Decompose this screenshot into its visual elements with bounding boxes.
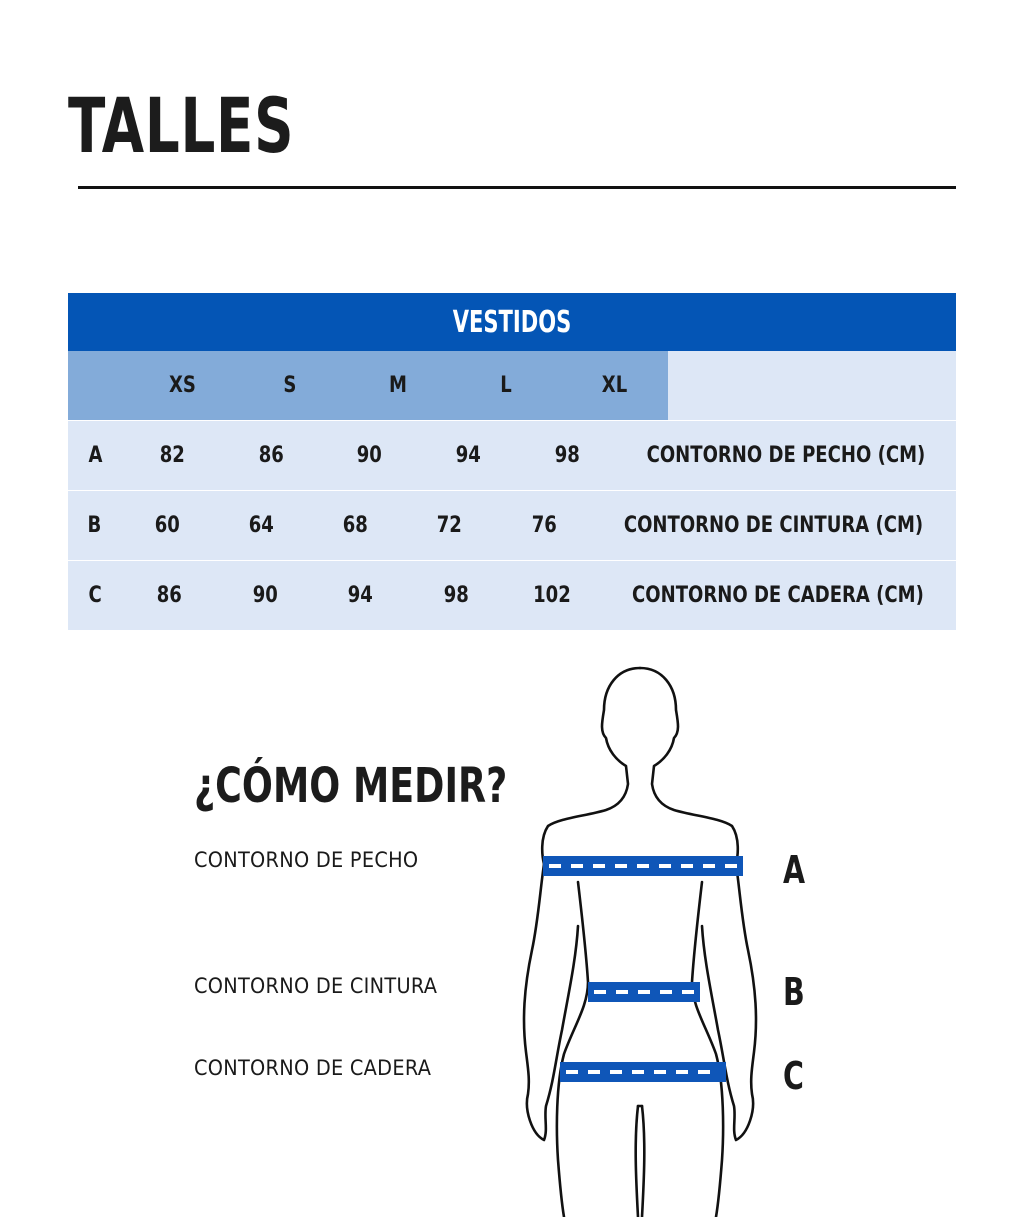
- measure-label-waist: CONTORNO DE CINTURA: [194, 974, 438, 998]
- size-header-m: M: [389, 373, 407, 398]
- row-value: 94: [455, 443, 481, 468]
- measure-letter-b: B: [783, 970, 805, 1014]
- row-value: 68: [343, 513, 369, 538]
- tape-hip: [560, 1062, 726, 1082]
- tape-waist: [588, 982, 700, 1002]
- body-silhouette-icon: [510, 660, 790, 1217]
- size-header-band: [68, 351, 668, 420]
- row-value: 72: [437, 513, 463, 538]
- row-value: 64: [248, 513, 275, 538]
- row-label: CONTORNO DE PECHO (CM): [646, 443, 926, 468]
- table-row: [68, 420, 956, 490]
- row-code: C: [87, 583, 102, 608]
- table-caption: VESTIDOS: [68, 293, 956, 351]
- row-value: 98: [443, 583, 470, 608]
- size-table: [68, 293, 956, 630]
- row-value: 102: [533, 583, 572, 608]
- row-value: 76: [531, 513, 557, 538]
- measure-label-chest: CONTORNO DE PECHO: [194, 848, 419, 872]
- row-value: 86: [156, 583, 182, 608]
- size-header-desc-blank: [668, 351, 956, 420]
- size-header-xl: XL: [601, 373, 627, 398]
- size-header-xs: XS: [168, 373, 196, 398]
- title-divider: [78, 186, 956, 189]
- size-header-row: [68, 351, 956, 420]
- measure-label-hip: CONTORNO DE CADERA: [194, 1056, 432, 1080]
- tape-chest: [543, 856, 743, 876]
- row-code: B: [87, 513, 102, 538]
- row-value: 90: [356, 443, 383, 468]
- row-value: 86: [258, 443, 284, 468]
- size-header-l: L: [500, 373, 512, 398]
- page-title: TALLES: [68, 81, 295, 170]
- row-value: 82: [159, 443, 185, 468]
- size-header-blank: [68, 351, 128, 420]
- table-row: [68, 490, 956, 560]
- table-row: [68, 560, 956, 630]
- row-code: A: [88, 443, 103, 468]
- measure-letter-a: A: [783, 848, 806, 892]
- row-label: CONTORNO DE CADERA (CM): [632, 583, 924, 608]
- size-header-s: S: [283, 373, 297, 398]
- row-value: 94: [348, 583, 374, 608]
- row-value: 60: [154, 513, 180, 538]
- measure-letter-c: C: [783, 1054, 804, 1098]
- how-to-heading: ¿CÓMO MEDIR?: [194, 758, 508, 814]
- row-value: 98: [554, 443, 580, 468]
- row-label: CONTORNO DE CINTURA (CM): [623, 513, 924, 538]
- row-value: 90: [252, 583, 278, 608]
